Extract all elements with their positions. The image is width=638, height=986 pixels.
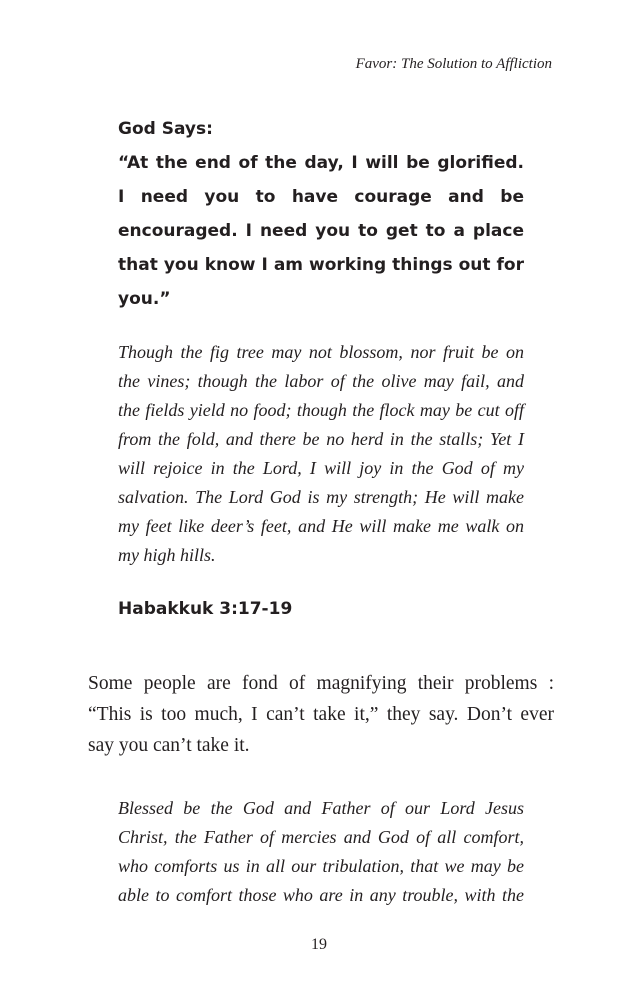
scripture-line: able to comfort those who are in any trouble, with the (118, 885, 524, 905)
god-says-line: I need you to have courage and be (118, 187, 524, 207)
scripture-line: the vines; though the labor of the olive may fail, and (118, 371, 524, 391)
body-paragraph (88, 668, 554, 761)
running-head: Favor: The Solution to Affliction (355, 56, 552, 72)
scripture-line: my high hills. (118, 545, 216, 565)
scripture-line: my feet like deer’s feet, and He will make me walk on (118, 516, 524, 536)
body-line: “This is too much, I can’t take it,” they say. Don’t ever (88, 704, 554, 725)
scripture-quote-corinthians (118, 794, 524, 910)
god-says-block (118, 112, 524, 316)
god-says-line: that you know I am working things out for (118, 255, 524, 275)
scripture-quote-habakkuk (118, 338, 524, 570)
scripture-line: Blessed be the God and Father of our Lord Jesus (118, 798, 524, 818)
scripture-line: will rejoice in the Lord, I will joy in the God of my (118, 458, 524, 478)
scripture-line: Christ, the Father of mercies and God of all comfort, (118, 827, 524, 847)
scripture-reference: Habakkuk 3:17-19 (118, 599, 293, 619)
god-says-line: “At the end of the day, I will be glorified. (118, 153, 524, 173)
scripture-line: from the fold, and there be no herd in the stalls; Yet I (118, 429, 524, 449)
scripture-line: the fields yield no food; though the flock may be cut off (118, 400, 524, 420)
page-number: 19 (311, 936, 327, 953)
god-says-heading: God Says: (118, 119, 213, 139)
scripture-line: Though the fig tree may not blossom, nor fruit be on (118, 342, 524, 362)
scripture-line: salvation. The Lord God is my strength; He will make (118, 487, 524, 507)
god-says-line: encouraged. I need you to get to a place (118, 221, 524, 241)
scripture-line: who comforts us in all our tribulation, that we may be (118, 856, 524, 876)
god-says-line: you.” (118, 289, 171, 309)
body-line: Some people are fond of magnifying their problems : (88, 673, 554, 694)
body-line: say you can’t take it. (88, 735, 250, 756)
